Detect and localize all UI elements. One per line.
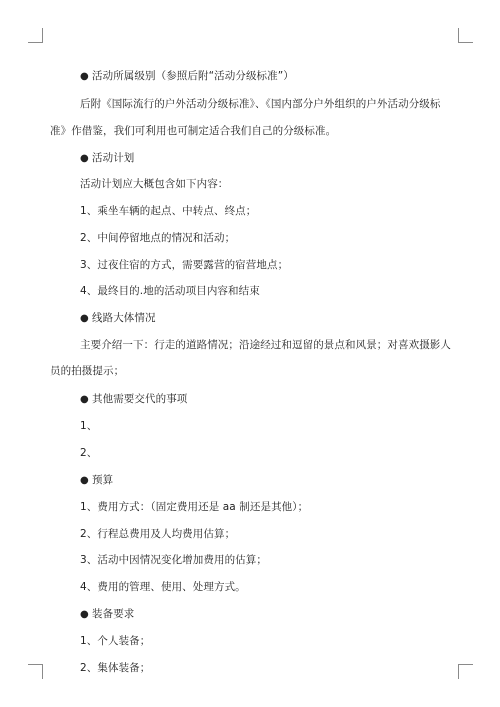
list-item: 2、集体装备； (80, 662, 151, 674)
list-item: 2、中间停留地点的情况和活动； (80, 232, 236, 244)
list-item: 4、费用的管理、使用、处理方式。 (80, 581, 246, 593)
list-item: 1、乘坐车辆的起点、中转点、终点； (80, 205, 257, 217)
list-item: 2、 (80, 447, 98, 459)
bullet-icon: ● (80, 609, 89, 620)
page-corner-mark-bottom-left (28, 664, 43, 679)
paragraph-line: 主要介绍一下：行走的道路情况；沿途经过和逗留的景点和风景；对喜欢摄影人 (80, 339, 451, 351)
section-heading (80, 606, 424, 623)
bullet-icon: ● (80, 153, 89, 164)
list-item: 3、活动中因情况变化增加费用的估算； (80, 554, 267, 566)
list-item: 2、行程总费用及人均费用估算； (80, 528, 236, 540)
section-heading-text: 装备要求 (92, 608, 135, 620)
section-heading-text: 其他需要交代的事项 (92, 393, 188, 405)
section-heading (80, 68, 424, 85)
bullet-icon: ● (80, 475, 89, 486)
list-item: 1、个人装备； (80, 635, 151, 647)
section-heading (80, 150, 424, 167)
page-corner-mark-top-left (28, 28, 43, 43)
list-item: 1、 (80, 420, 98, 432)
list-item: 活动计划应大概包含如下内容： (80, 178, 229, 190)
bullet-icon: ● (80, 394, 89, 405)
paragraph-continuation-line: 准》作借鉴，我们可利用也可制定适合我们自己的分级标准。 (50, 125, 337, 137)
section-heading-text: 预算 (92, 474, 114, 486)
bullet-icon: ● (80, 71, 89, 82)
paragraph-line: 后附《国际流行的户外活动分级标准》、《国内部分户外组织的户外活动分级标 (80, 98, 441, 110)
list-item: 1、费用方式：（固定费用还是 aa 制还是其他）； (80, 501, 309, 513)
page-corner-mark-top-right (458, 28, 473, 43)
paragraph-continuation-line: 员的拍摄提示； (50, 365, 125, 377)
section-heading (80, 472, 424, 489)
page-corner-mark-bottom-right (458, 664, 473, 679)
section-heading (80, 391, 424, 408)
section-heading-text: 线路大体情况 (92, 312, 156, 324)
section-heading-text: 活动计划 (92, 152, 135, 164)
section-heading (80, 310, 424, 327)
list-item: 4、最终目的.地的活动项目内容和结束 (80, 285, 260, 297)
bullet-icon: ● (80, 313, 89, 324)
list-item: 3、过夜住宿的方式，需要露营的宿营地点； (80, 259, 289, 271)
section-heading-text: 活动所属级别（参照后附“活动分级标准”） (92, 70, 294, 82)
